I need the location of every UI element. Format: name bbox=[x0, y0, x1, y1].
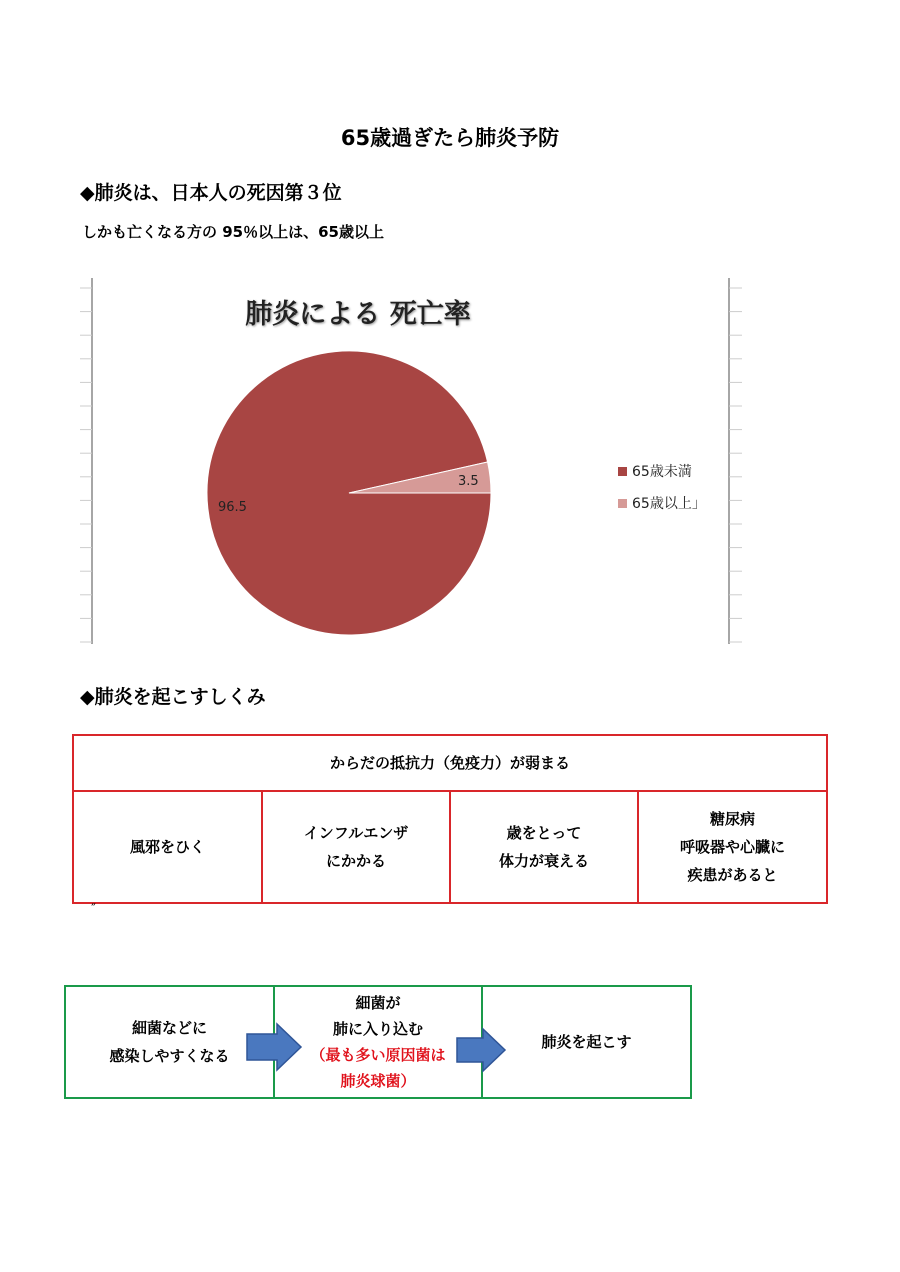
arrow-right-icon bbox=[455, 1027, 507, 1073]
section-heading-mechanism: ◆肺炎を起こすしくみ bbox=[80, 686, 266, 708]
flow-step-pneumococcus-note: （最も多い原因菌は 肺炎球菌） bbox=[310, 1046, 446, 1090]
flow-step-bacteria-enter bbox=[275, 987, 483, 1097]
infection-flow bbox=[64, 985, 692, 1099]
cause-cell-chronic-disease: 糖尿病 呼吸器や心臓に 疾患があると bbox=[679, 810, 785, 884]
data-label-1: 3.5 bbox=[458, 474, 479, 489]
chart-title: 肺炎による 死亡率 bbox=[245, 299, 471, 330]
cause-cell-aging: 歳をとって 体力が衰える bbox=[451, 792, 639, 902]
flow-step-pneumonia: 肺炎を起こす bbox=[541, 1033, 632, 1051]
legend-swatch-0 bbox=[618, 467, 627, 476]
pie-chart bbox=[78, 276, 748, 648]
stray-mark: ˝ bbox=[90, 902, 96, 916]
cause-cell-cold: 風邪をひく bbox=[74, 792, 263, 902]
flow-step-bacteria-text: 細菌が 肺に入り込む bbox=[332, 994, 423, 1038]
mechanism-table bbox=[72, 734, 828, 904]
pie-chart-area bbox=[78, 276, 748, 648]
legend-label-1: 65歳以上」 bbox=[632, 496, 706, 512]
page-title: 65歳過ぎたら肺炎予防 bbox=[340, 126, 560, 150]
flow-step-infection-prone: 細菌などに 感染しやすくなる bbox=[66, 987, 275, 1097]
immunity-weakens-cell: からだの抵抗力（免疫力）が弱まる bbox=[74, 736, 826, 792]
cause-cell-influenza: インフルエンザ にかかる bbox=[263, 792, 451, 902]
arrow-right-icon bbox=[245, 1022, 303, 1072]
subheading-over-65: しかも亡くなる方の 95％以上は、65歳以上 bbox=[82, 223, 384, 241]
section-heading-death-cause: ◆肺炎は、日本人の死因第３位 bbox=[80, 182, 342, 204]
legend-label-0: 65歳未満 bbox=[632, 464, 692, 480]
legend-swatch-1 bbox=[618, 499, 627, 508]
data-label-0: 96.5 bbox=[218, 500, 247, 515]
